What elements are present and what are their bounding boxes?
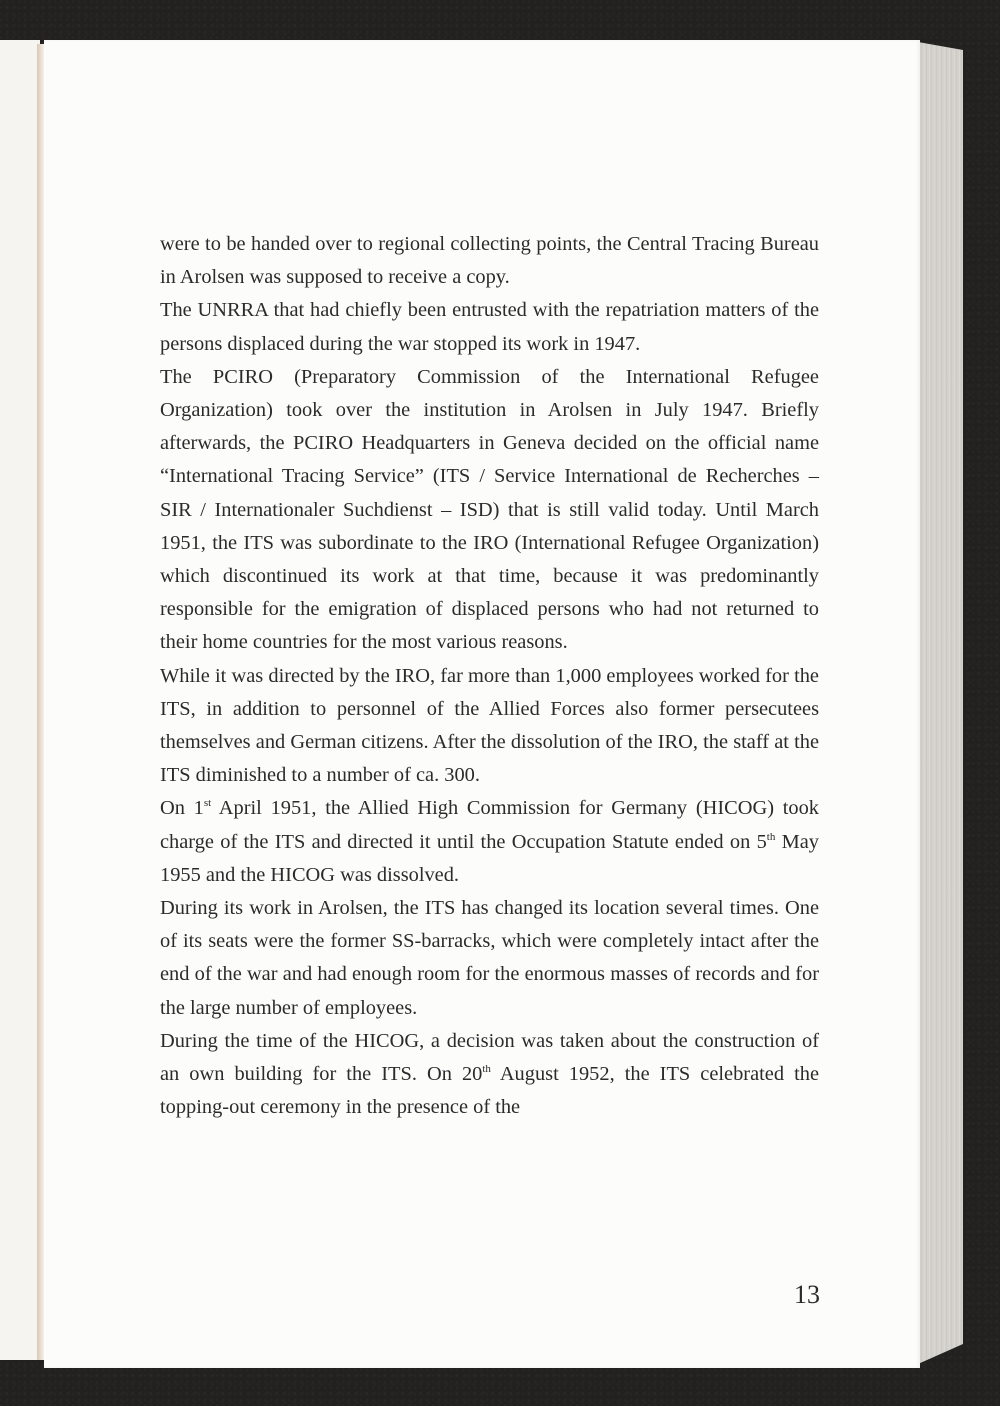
paragraph-iro-staff: While it was directed by the IRO, far more than 1,000 employees worked for the ITS, in addition to personnel of the Allied Forces also former persecutees themselves and German citizens. After the dissolution of the IRO, the staff at the ITS diminished to a number of ca. 300. bbox=[160, 664, 819, 787]
text-run: April 1951, the Allied High Commission for Germany (HICOG) took charge of the ITS and directed it until the Occupation Statute ended on 5 bbox=[160, 797, 819, 853]
page-stack-edge bbox=[918, 42, 963, 1364]
text-run: August 1952, the ITS celebrated the topping-out ceremony in the presence of the bbox=[160, 1063, 820, 1119]
text-run: May 1955 and the HICOG was dissolved. bbox=[160, 830, 819, 886]
text-run: On 1 bbox=[160, 797, 204, 820]
page-number: 13 bbox=[794, 1280, 820, 1309]
book-page bbox=[44, 40, 920, 1368]
ordinal-suffix: th bbox=[482, 1063, 491, 1076]
paragraph-unrra: The UNRRA that had chiefly been entrusted with the repatriation matters of the persons displaced during the war stopped its work in 1947. bbox=[160, 299, 819, 355]
ordinal-suffix: th bbox=[766, 830, 776, 843]
paragraph-pciro: The PCIRO (Preparatory Commission of the International Refugee Organization) took over the institution in Arolsen in July 1947. Briefly afterwards, the PCIRO Headquarters in Geneva decided on the official name “International Tracing Service” (ITS / Service International de Recherches – SIR / Internationaler Suchdienst – ISD) that is still valid today. Until March 1951, the ITS was subordinate to the IRO (International Refugee Organization) which discontinued its work at that time, because it was predominantly responsible for the emigration of displaced persons who had not returned to their home countries for the most various reasons. bbox=[160, 365, 819, 654]
paragraph-location: During its work in Arolsen, the ITS has changed its location several times. One of its seats were the former SS-barracks, which were completely intact after the end of the war and had enough room for the enormous masses of records and for the large number of employees. bbox=[160, 897, 819, 1019]
text-run: During the time of the HICOG, a decision was taken about the construction of an own building for the ITS. On 20 bbox=[160, 1029, 819, 1086]
ordinal-suffix: st bbox=[203, 797, 212, 810]
paragraph-hicog bbox=[160, 792, 819, 892]
left-page-edge bbox=[0, 40, 40, 1360]
paragraph-collecting-points: were to be handed over to regional collecting points, the Central Tracing Bureau in Arolsen was supposed to receive a copy. bbox=[160, 233, 819, 289]
body-text bbox=[160, 228, 819, 1124]
paragraph-own-building bbox=[160, 1025, 819, 1125]
